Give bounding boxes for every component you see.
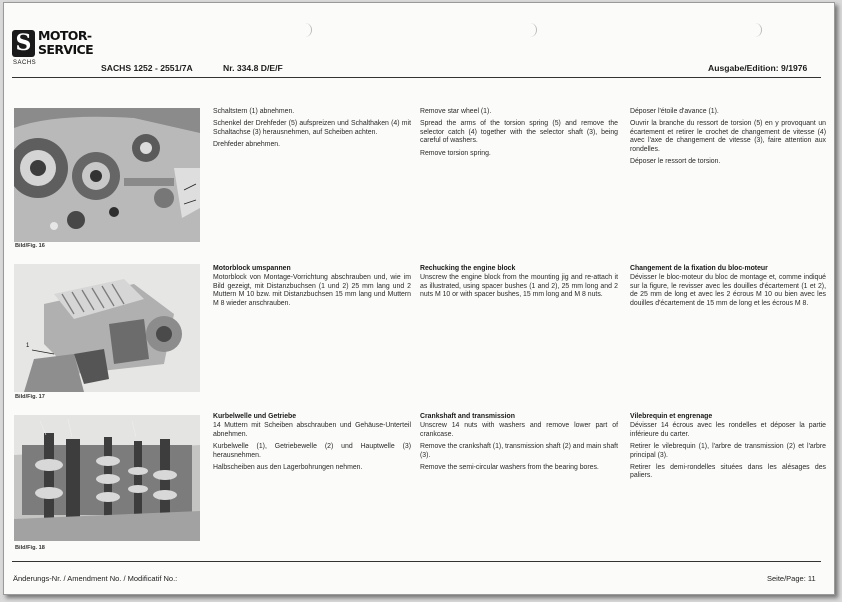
paragraph: Motorblock von Montage-Vorrichtung abschrauben und, wie im Bild gezeigt, mit Distanzbuchsen (1 und 2) 25 mm lang und 2 Muttern M 10 bzw. mit Distanzbuchsen 15 mm lang und Muttern M 8 wieder anschrauben. [213, 274, 411, 307]
logo-service-text: SERVICE [38, 42, 94, 57]
paragraph: Remove the semi-circular washers from the bearing bores. [420, 464, 599, 472]
logo-sachs-text: SACHS [13, 60, 37, 66]
section1-english [420, 108, 618, 162]
section1-german [213, 108, 411, 154]
paragraph: Remove the crankshaft (1), transmission shaft (2) and main shaft (3). [420, 443, 618, 459]
manual-page [3, 2, 835, 595]
paragraph: Kurbelwelle (1), Getriebewelle (2) und Hauptwelle (3) herausnehmen. [213, 443, 411, 459]
paragraph: Dévisser 14 écrous avec les rondelles et déposer la partie inférieure du carter. [630, 422, 826, 438]
figure-17-label: Bild/Fig. 17 [15, 394, 45, 400]
logo-s-emblem: S [12, 30, 35, 57]
section2-german [213, 265, 411, 312]
paragraph: Schenkel der Drehfeder (5) aufspreizen und Schalthaken (4) mit Schaltachse (3) herausnehmen, auf Scheiben achten. [213, 120, 411, 136]
section-heading: Kurbelwelle und Getriebe [213, 413, 297, 420]
figure-17-callout: 1 [26, 343, 30, 349]
binder-hole [529, 23, 537, 37]
figure-18-label: Bild/Fig. 18 [15, 545, 45, 551]
figure-18-photo [14, 415, 200, 541]
sachs-motor-service-logo [12, 28, 94, 76]
paragraph: Dévisser le bloc-moteur du bloc de montage et, comme indiqué sur la figure, le revisser avec les douilles d'écartement (1 et 2), de 25 mm de long et avec les 2 écrous M 10 ou bien avec les douilles d'écartement de 15 mm de long et les écrous M 8. [630, 274, 826, 307]
section-heading: Motorblock umspannen [213, 265, 291, 272]
paragraph: Ouvrir la branche du ressort de torsion (5) en y provoquant un écartement et retirer le crochet de changement de vitesse (4) avec l'axe de changement de vitesse (3), faire attention aux rondelles. [630, 120, 826, 153]
amendment-number: Änderungs-Nr. / Amendment No. / Modificatif No.: [13, 574, 178, 583]
header-rule [12, 77, 821, 78]
paragraph: Unscrew 14 nuts with washers and remove lower part of crankcase. [420, 422, 618, 438]
paragraph: 14 Muttern mit Scheiben abschrauben und Gehäuse-Unterteil abnehmen. [213, 422, 411, 438]
paragraph: Drehfeder abnehmen. [213, 141, 281, 149]
paragraph: Schaltstern (1) abnehmen. [213, 108, 295, 115]
paragraph: Halbscheiben aus den Lagerbohrungen nehmen. [213, 464, 363, 472]
edition: Ausgabe/Edition: 9/1976 [708, 63, 808, 73]
binder-hole [304, 23, 312, 37]
section3-german [213, 413, 411, 476]
figure-16-photo [14, 108, 200, 242]
paragraph: Déposer le ressort de torsion. [630, 158, 721, 166]
paragraph: Déposer l'étoile d'avance (1). [630, 108, 719, 115]
section3-french [630, 413, 826, 485]
paragraph: Retirer les demi-rondelles situées dans les alésages des paliers. [630, 464, 826, 480]
footer-rule [12, 561, 821, 562]
section1-french [630, 108, 826, 170]
section2-english [420, 265, 618, 304]
section2-french [630, 265, 826, 312]
section-heading: Vilebrequin et engrenage [630, 413, 713, 420]
model-title: SACHS 1252 - 2551/7A [101, 63, 193, 73]
paragraph: Retirer le vilebrequin (1), l'arbre de transmission (2) et l'arbre principal (3). [630, 443, 826, 459]
page-number: Seite/Page: 11 [767, 574, 816, 583]
logo-motor-text: MOTOR- [38, 28, 92, 43]
paragraph: Remove torsion spring. [420, 149, 491, 157]
section-heading: Changement de la fixation du bloc-moteur [630, 265, 768, 272]
figure-16-label: Bild/Fig. 16 [15, 243, 45, 249]
binder-hole [754, 23, 762, 37]
section-heading: Crankshaft and transmission [420, 413, 515, 420]
section3-english [420, 413, 618, 476]
document-number: Nr. 334.8 D/E/F [223, 63, 283, 73]
section-heading: Rechucking the engine block [420, 265, 516, 272]
paragraph: Unscrew the engine block from the mounting jig and re-attach it as illustrated, using spacer bushes (1 and 2), 25 mm long and 2 nuts M 10 or with spacer bushes, 15 mm long and M 8 nuts. [420, 274, 618, 299]
paragraph: Remove star wheel (1). [420, 108, 492, 115]
paragraph: Spread the arms of the torsion spring (5) and remove the selector catch (4) together with the selector shaft (3), being careful of washers. [420, 120, 618, 145]
figure-17-photo [14, 264, 200, 392]
